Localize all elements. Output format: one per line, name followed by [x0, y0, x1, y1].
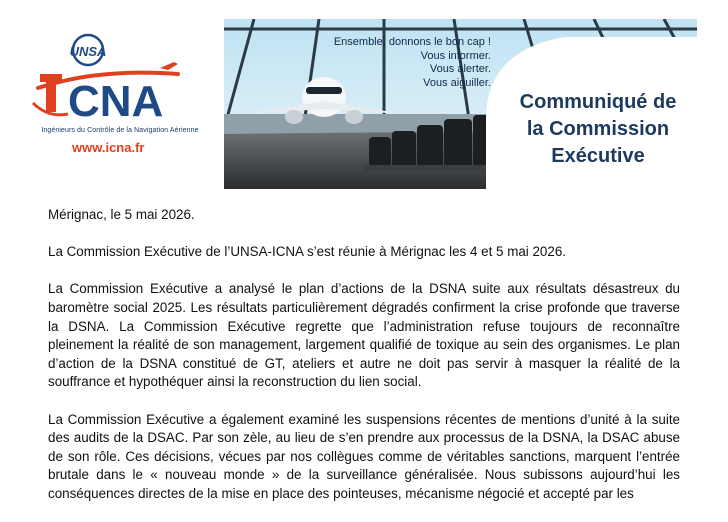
paragraph: La Commission Exécutive a analysé le plan d’actions de la DSNA suite aux résultats désastreux du baromètre social 2025. Les résultats particulièrement dégradés confirment la crise profonde que traverse la DSNA. La Commission Exécutive regrette que l’administration refuse toujours de reconnaître pleinement la réalité de son management, largement qualifié de toxique au sein des organismes. Le plan d’action de la DSNA constitué de GT, ateliers et autre ne doit pas servir à masquer la réalité de la souffrance et hypothéquer ainsi la reconstruction du lien social.	[48, 281, 680, 390]
slogan-line: Vous alerter.	[429, 63, 491, 75]
communique-title	[508, 89, 688, 170]
website-link[interactable]: www.icna.fr	[72, 140, 145, 155]
slogan-line: Vous informer.	[420, 49, 491, 62]
icna-logo-graphic	[28, 28, 213, 128]
paragraph: La Commission Exécutive a également examiné les suspensions récentes de mentions d’unité à la suite des audits de la DSAC. Par son zèle, au lieu de s’en prendre aux processus de la DSNA, la DSAC abuse de son rôle. Ces décisions, vécues par nos collègues comme de véritables sanctions, marquent l’entrée brutale dans le « nouveau monde » de la surveillance généralisée. Nous subissons aujourd’hui les conséquences directes de la mise en place des pointeuses, mécanisme négocié et accepté par les	[48, 411, 680, 501]
slogan	[334, 36, 491, 90]
icna-logo	[28, 28, 213, 163]
date-line: Mérignac, le 5 mai 2026.	[48, 207, 195, 222]
logo-subtitle: Ingénieurs du Contrôle de la Navigation Aérienne	[41, 127, 199, 134]
title-line: Exécutive	[551, 145, 645, 167]
title-line: la Commission	[526, 118, 670, 140]
svg-text:CNA: CNA	[68, 77, 164, 126]
slogan-line: Vous aiguiller.	[423, 76, 491, 89]
header-banner	[224, 19, 697, 189]
document-body	[48, 206, 680, 522]
svg-text:UNSA: UNSA	[69, 44, 107, 59]
slogan-line: Ensemble, donnons le bon cap !	[333, 36, 491, 48]
paragraph: La Commission Exécutive de l’UNSA-ICNA s’est réunie à Mérignac les 4 et 5 mai 2026.	[48, 244, 566, 260]
title-line: Communiqué de	[519, 91, 677, 113]
